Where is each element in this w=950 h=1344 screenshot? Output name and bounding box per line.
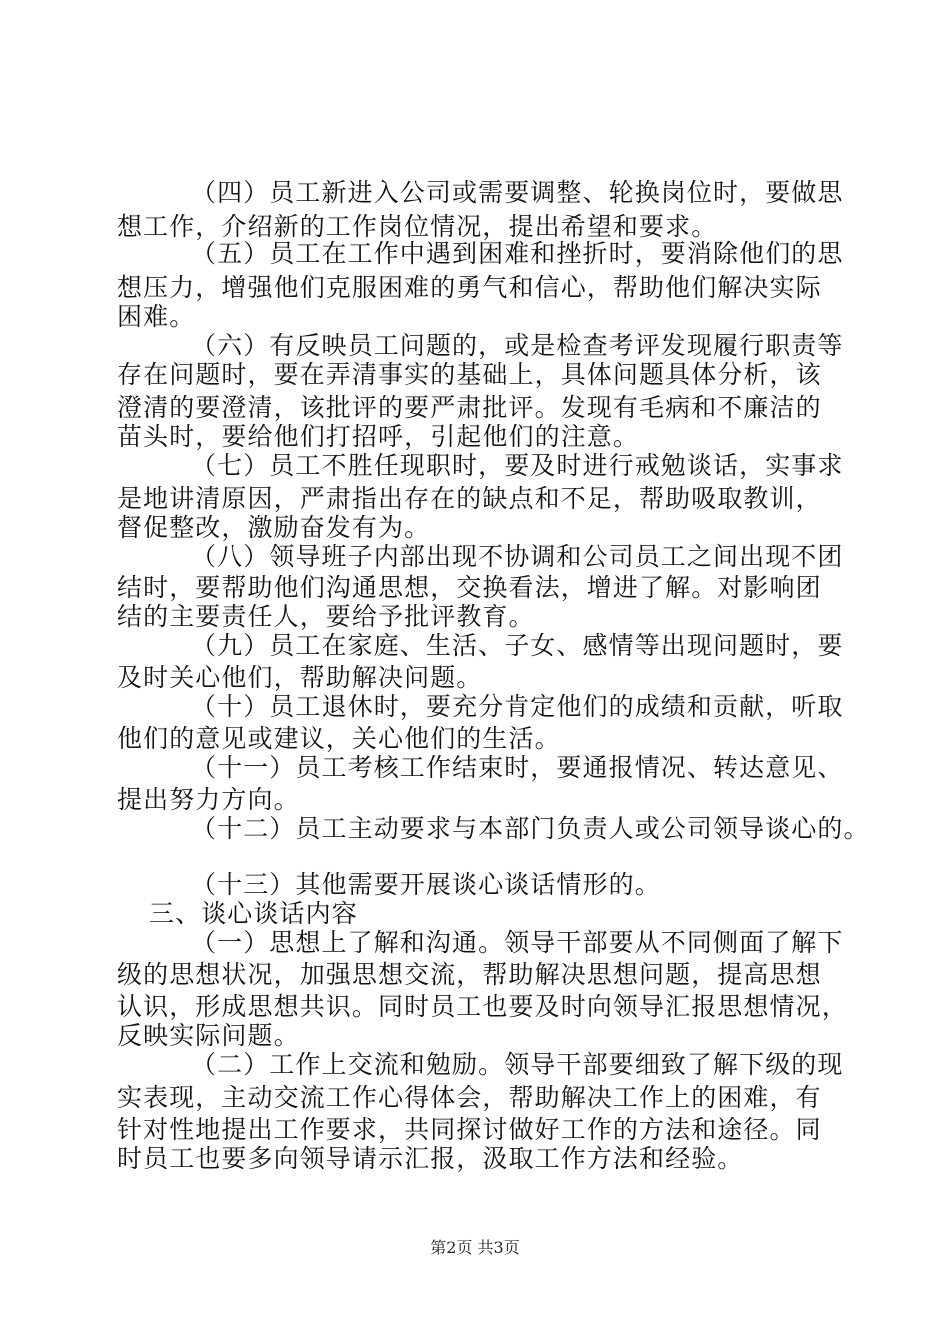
- text-line: （十）员工退休时，要充分肯定他们的成绩和贡献，听取: [191, 692, 844, 721]
- section-heading: 三、谈心谈话内容: [149, 899, 358, 928]
- text-line: （六）有反映员工问题的，或是检查考评发现履行职责等: [191, 331, 844, 360]
- text-line: 及时关心他们，帮助解决问题。: [117, 663, 483, 692]
- text-line: 反映实际问题。: [117, 1021, 300, 1050]
- text-line: 针对性地提出工作要求，共同探讨做好工作的方法和途径。同: [117, 1115, 822, 1144]
- text-line: 结的主要责任人，要给予批评教育。: [117, 602, 535, 631]
- text-line: （一）思想上了解和沟通。领导干部要从不同侧面了解下: [191, 928, 844, 957]
- text-line: 苗头时，要给他们打招呼，引起他们的注意。: [117, 422, 640, 451]
- text-line: （五）员工在工作中遇到困难和挫折时，要消除他们的思: [191, 239, 844, 268]
- text-line: 提出努力方向。: [117, 785, 300, 814]
- text-line: 实表现，主动交流工作心得体会，帮助解决工作上的困难，有: [117, 1083, 822, 1112]
- text-line: 督促整改，激励奋发有为。: [117, 513, 431, 542]
- text-line: 认识，形成思想共识。同时员工也要及时向领导汇报思想情况，: [117, 992, 848, 1021]
- text-line: 澄清的要澄清，该批评的要严肃批评。发现有毛病和不廉洁的: [117, 393, 822, 422]
- text-line: 困难。: [117, 302, 196, 331]
- text-line: 想工作，介绍新的工作岗位情况，提出希望和要求。: [117, 212, 718, 241]
- text-line: 结时，要帮助他们沟通思想，交换看法，增进了解。对影响团: [117, 573, 822, 602]
- text-line: （八）领导班子内部出现不协调和公司员工之间出现不团: [191, 542, 844, 571]
- text-line: 想压力，增强他们克服困难的勇气和信心，帮助他们解决实际: [117, 273, 822, 302]
- text-line: （十三）其他需要开展谈心谈话情形的。: [191, 870, 661, 899]
- text-line: 存在问题时，要在弄清事实的基础上，具体问题具体分析，该: [117, 360, 822, 389]
- text-line: 时员工也要多向领导请示汇报，汲取工作方法和经验。: [117, 1144, 744, 1173]
- text-line: （二）工作上交流和勉励。领导干部要细致了解下级的现: [191, 1050, 844, 1079]
- text-line: （十二）员工主动要求与本部门负责人或公司领导谈心的。: [191, 814, 870, 843]
- text-line: 级的思想状况，加强思想交流，帮助解决思想问题，提高思想: [117, 960, 822, 989]
- text-line: （九）员工在家庭、生活、子女、感情等出现问题时，要: [191, 631, 844, 660]
- text-line: （四）员工新进入公司或需要调整、轮换岗位时，要做思: [191, 178, 844, 207]
- text-line: （十一）员工考核工作结束时，要通报情况、转达意见、: [191, 753, 844, 782]
- page-number-footer: 第2页 共3页: [430, 1238, 520, 1257]
- text-line: 他们的意见或建议，关心他们的生活。: [117, 724, 561, 753]
- text-line: （七）员工不胜任现职时，要及时进行戒勉谈话，实事求: [191, 451, 844, 480]
- text-line: 是地讲清原因，严肃指出存在的缺点和不足，帮助吸取教训，: [117, 484, 822, 513]
